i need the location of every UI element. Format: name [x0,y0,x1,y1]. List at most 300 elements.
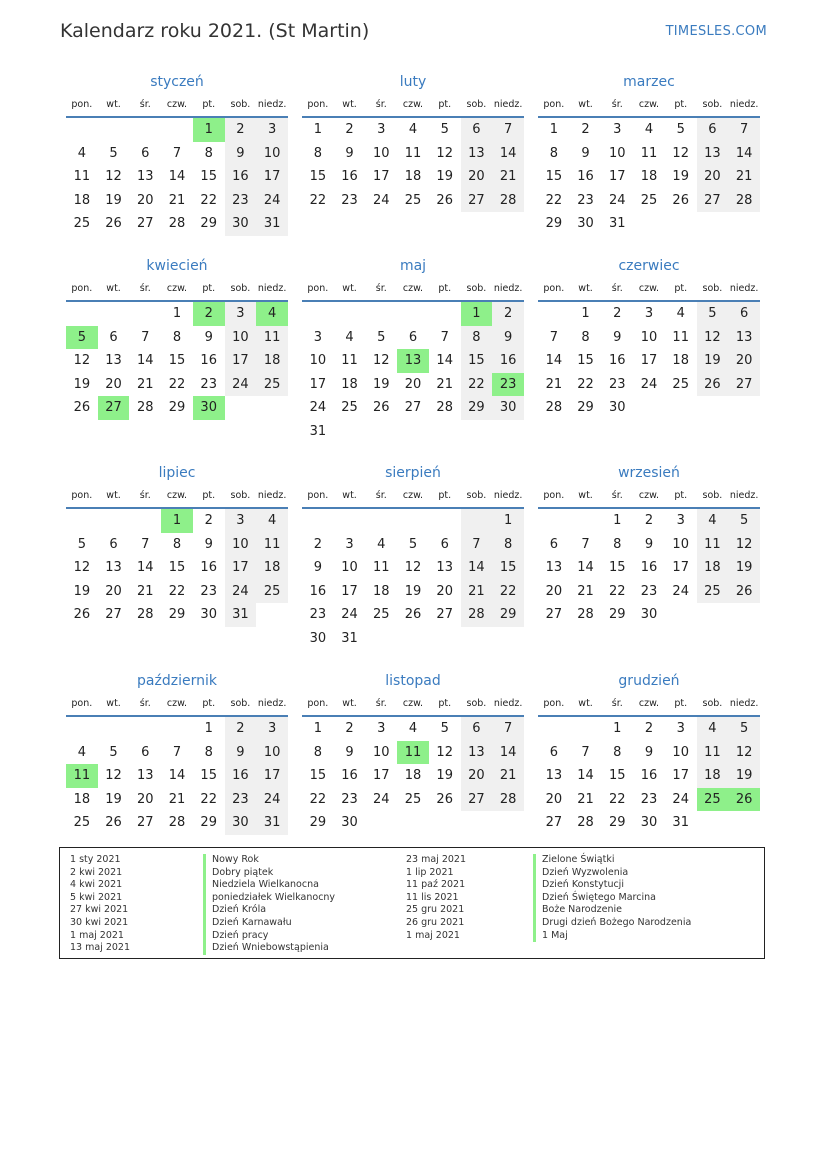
weekday-label: wt. [578,698,593,709]
day-cell: 17 [373,768,390,784]
day-cell: 18 [73,791,91,807]
empty-cell [397,811,429,835]
day-cell: 11 [66,764,98,788]
day-cell: 30 [200,607,217,623]
empty-cell [397,420,429,444]
weekday-label: sob. [230,99,251,110]
weekday-label: niedz. [729,698,759,709]
weekday-label: sob. [702,283,723,294]
day-cell: 15 [168,353,186,369]
day-cell: 4 [77,744,86,760]
day-cell: 20 [461,165,493,189]
day-cell: 26 [436,192,453,208]
weekday-label: pt. [202,698,216,709]
day-cell: 1 [613,513,622,528]
day-cell: 14 [545,353,563,369]
empty-cell [98,302,130,326]
holiday-name: Dzień Karnawału [203,917,335,930]
day-cell: 29 [168,400,186,416]
weekday-label: czw. [166,99,188,110]
day-cell: 16 [225,764,257,788]
empty-cell [161,118,193,142]
weekday-header [302,485,524,509]
day-cell: 10 [256,741,288,765]
weekday-label: pt. [438,283,452,294]
day-cell: 16 [341,768,358,784]
weekday-label: pt. [674,490,688,501]
day-cell: 27 [137,216,154,232]
day-cell: 29 [200,216,217,232]
day-cell: 6 [461,717,493,741]
day-cell: 27 [404,400,422,416]
weekday-label: śr. [139,698,151,709]
day-cell: 28 [436,400,453,416]
empty-cell [365,627,397,651]
day-cell: 19 [404,583,422,599]
weekday-label: niedz. [729,99,759,110]
day-cell: 31 [225,603,257,627]
day-cell: 29 [577,400,594,416]
day-cell: 15 [461,349,493,373]
day-cell: 12 [105,169,122,185]
holiday-date: 26 gru 2021 [406,916,465,928]
empty-cell [697,811,729,835]
day-cell: 15 [492,556,524,580]
day-cell: 9 [313,560,322,576]
empty-cell [334,420,366,444]
day-cell: 12 [436,145,453,161]
day-cell: 5 [77,536,86,552]
empty-cell [492,627,524,651]
month-name: kwiecień [146,258,208,274]
holiday-name: Zielone Świątki [533,854,691,867]
day-cell: 22 [309,791,327,807]
day-cell: 4 [697,717,729,741]
empty-cell [461,509,493,533]
weekday-header [302,278,524,302]
month-calendar [66,461,288,669]
holiday-name: 1 Maj [533,930,691,943]
day-cell: 28 [577,815,594,831]
day-cell: 11 [672,329,689,345]
day-cell: 30 [341,815,358,831]
day-cell: 20 [697,165,729,189]
day-cell: 11 [697,533,729,557]
holiday-date: 5 kwi 2021 [70,891,123,903]
day-cell: 13 [137,169,154,185]
day-cell: 5 [109,744,118,760]
day-cell: 3 [676,721,685,736]
months-grid [66,70,760,831]
month-name: sierpień [385,465,441,481]
empty-cell [365,509,397,533]
weekday-header [302,693,524,717]
empty-cell [570,717,602,741]
day-cell: 7 [549,329,558,345]
day-cell: 6 [109,329,118,345]
weekday-label: pon. [307,490,329,501]
weekday-label: pon. [307,99,329,110]
day-cell: 17 [309,376,327,392]
holiday-names-left [203,854,335,955]
day-cell: 2 [345,721,354,736]
weekday-label: czw. [638,698,660,709]
weekday-label: sob. [466,490,487,501]
day-cell: 12 [436,744,453,760]
empty-cell [665,396,697,420]
weekday-label: pt. [202,283,216,294]
day-cell: 25 [672,376,689,392]
day-cell: 27 [137,815,154,831]
day-grid [66,509,288,627]
day-cell: 8 [172,329,182,345]
day-cell: 20 [105,583,122,599]
holiday-date: 1 maj 2021 [70,929,124,941]
day-cell: 27 [461,788,493,812]
day-cell: 16 [309,583,327,599]
day-cell: 1 [613,721,622,736]
empty-cell [429,509,461,533]
weekday-label: wt. [342,99,357,110]
weekday-header [538,278,760,302]
day-cell: 11 [697,741,729,765]
day-cell: 23 [492,373,524,397]
day-cell: 17 [373,169,390,185]
day-cell: 11 [373,560,390,576]
day-cell: 2 [345,122,354,137]
day-cell: 9 [581,145,590,161]
day-cell: 17 [225,349,257,373]
day-cell: 9 [644,744,654,760]
day-cell: 23 [341,791,358,807]
day-cell: 3 [613,122,622,137]
weekday-label: wt. [106,698,121,709]
empty-cell [429,302,461,326]
day-cell: 5 [66,326,98,350]
day-cell: 24 [225,580,257,604]
day-cell: 14 [492,142,524,166]
day-cell: 3 [377,122,386,137]
weekday-header [538,693,760,717]
day-cell: 7 [492,118,524,142]
day-cell: 8 [581,329,590,345]
day-cell: 19 [373,376,390,392]
empty-cell [633,396,665,420]
weekday-label: czw. [638,490,660,501]
day-cell: 1 [172,306,182,321]
day-cell: 12 [105,768,122,784]
weekday-label: sob. [702,698,723,709]
day-cell: 15 [609,768,626,784]
weekday-label: wt. [578,283,593,294]
weekday-label: niedz. [257,283,287,294]
weekday-label: pt. [438,490,452,501]
day-cell: 13 [697,142,729,166]
day-cell: 19 [436,169,453,185]
day-cell: 26 [373,400,390,416]
weekday-label: pon. [543,698,565,709]
day-cell: 30 [640,815,658,831]
day-cell: 27 [545,607,563,623]
day-cell: 18 [73,192,91,208]
weekday-header [302,94,524,118]
day-cell: 27 [98,396,130,420]
day-cell: 19 [728,556,760,580]
day-cell: 22 [461,373,493,397]
empty-cell [492,420,524,444]
empty-cell [461,811,493,835]
day-cell: 29 [609,607,626,623]
day-cell: 5 [728,509,760,533]
empty-cell [256,603,288,627]
day-cell: 2 [492,302,524,326]
day-cell: 14 [492,741,524,765]
day-cell: 6 [697,118,729,142]
day-cell: 19 [728,764,760,788]
day-cell: 5 [697,302,729,326]
empty-cell [66,509,98,533]
day-cell: 16 [609,353,626,369]
day-cell: 28 [492,189,524,213]
day-cell: 28 [577,607,594,623]
day-cell: 2 [613,306,622,321]
empty-cell [538,717,570,741]
day-cell: 6 [109,536,118,552]
day-grid [538,302,760,420]
day-cell: 30 [577,216,594,232]
weekday-label: śr. [611,283,623,294]
day-cell: 21 [545,376,563,392]
empty-cell [397,509,429,533]
day-grid [538,509,760,627]
day-cell: 21 [168,192,186,208]
day-cell: 5 [377,329,386,345]
empty-cell [665,603,697,627]
month-name: październik [137,673,217,689]
empty-cell [225,396,257,420]
day-cell: 28 [137,400,154,416]
weekday-label: pt. [202,99,216,110]
day-cell: 12 [404,560,422,576]
day-cell: 4 [408,721,418,736]
day-cell: 18 [672,353,689,369]
empty-cell [334,302,366,326]
day-cell: 30 [640,607,658,623]
day-cell: 31 [341,630,358,646]
day-cell: 26 [73,400,91,416]
weekday-label: wt. [578,490,593,501]
empty-cell [334,509,366,533]
day-cell: 25 [256,373,288,397]
day-cell: 4 [256,302,288,326]
empty-cell [728,212,760,236]
day-cell: 23 [200,376,217,392]
brand-link[interactable]: TIMESLES.COM [665,24,767,39]
day-cell: 20 [728,349,760,373]
weekday-label: niedz. [257,99,287,110]
holiday-date: 1 sty 2021 [70,854,121,865]
weekday-label: wt. [342,490,357,501]
weekday-label: pon. [71,99,93,110]
day-cell: 10 [341,560,358,576]
holiday-list [59,847,765,959]
day-cell: 10 [672,744,689,760]
day-cell: 16 [200,560,217,576]
day-cell: 31 [256,811,288,835]
day-cell: 2 [225,118,257,142]
day-cell: 28 [492,788,524,812]
holiday-date: 11 lis 2021 [406,891,459,903]
day-cell: 7 [172,145,182,161]
day-cell: 12 [373,353,390,369]
day-cell: 18 [373,583,390,599]
empty-cell [538,302,570,326]
day-cell: 26 [728,580,760,604]
day-cell: 14 [137,560,154,576]
month-name: styczeń [150,74,204,90]
day-grid [66,717,288,835]
day-cell: 8 [204,744,213,760]
weekday-label: wt. [106,490,121,501]
day-cell: 13 [397,349,429,373]
day-cell: 28 [461,603,493,627]
day-cell: 14 [577,560,594,576]
day-cell: 8 [204,145,213,161]
weekday-label: niedz. [729,283,759,294]
weekday-header [538,94,760,118]
holiday-name: Dzień Konstytucji [533,879,691,892]
day-cell: 22 [200,791,217,807]
day-cell: 18 [341,376,358,392]
empty-cell [538,509,570,533]
holiday-date: 13 maj 2021 [70,942,131,954]
weekday-label: pt. [674,283,688,294]
weekday-label: sob. [230,283,251,294]
day-cell: 2 [204,513,213,528]
weekday-label: pon. [71,698,93,709]
day-cell: 17 [256,764,288,788]
weekday-label: pt. [674,99,688,110]
day-cell: 18 [404,768,422,784]
day-cell: 6 [408,329,418,345]
empty-cell [697,212,729,236]
day-cell: 28 [137,607,154,623]
weekday-header [66,94,288,118]
weekday-label: śr. [611,698,623,709]
weekday-label: czw. [638,99,660,110]
holiday-date: 11 paź 2021 [406,879,466,891]
day-cell: 19 [697,349,729,373]
day-cell: 24 [256,189,288,213]
day-cell: 14 [168,768,186,784]
day-cell: 15 [200,169,217,185]
day-cell: 11 [256,533,288,557]
day-cell: 21 [137,376,154,392]
holiday-name: Dzień Wniebowstąpienia [203,942,335,955]
day-cell: 22 [309,192,327,208]
day-cell: 29 [609,815,626,831]
weekday-label: wt. [342,283,357,294]
day-cell: 4 [408,122,418,137]
day-cell: 16 [341,169,358,185]
day-cell: 24 [640,376,658,392]
weekday-label: czw. [166,698,188,709]
weekday-label: pon. [543,490,565,501]
day-cell: 26 [697,373,729,397]
day-cell: 6 [549,744,558,760]
day-cell: 19 [105,791,122,807]
empty-cell [98,509,130,533]
weekday-label: pon. [543,99,565,110]
day-cell: 10 [256,142,288,166]
day-cell: 3 [377,721,386,736]
month-name: marzec [623,74,675,90]
day-cell: 24 [225,373,257,397]
day-cell: 12 [73,353,91,369]
empty-cell [365,420,397,444]
holiday-dates-right [406,854,466,942]
day-cell: 7 [461,533,493,557]
holiday-name: Niedziela Wielkanocna [203,879,335,892]
day-cell: 1 [461,302,493,326]
weekday-label: śr. [375,283,387,294]
day-cell: 8 [313,744,322,760]
day-cell: 16 [640,768,658,784]
holiday-name: Dzień pracy [203,930,335,943]
day-cell: 25 [404,192,422,208]
day-cell: 31 [672,815,689,831]
day-cell: 5 [728,717,760,741]
day-cell: 13 [105,353,122,369]
day-cell: 18 [404,169,422,185]
day-cell: 15 [609,560,626,576]
day-cell: 8 [492,533,524,557]
weekday-label: czw. [166,283,188,294]
day-cell: 24 [672,583,689,599]
day-cell: 9 [225,142,257,166]
holiday-name: poniedziałek Wielkanocny [203,892,335,905]
month-name: luty [399,74,427,90]
weekday-label: pon. [307,698,329,709]
day-cell: 17 [640,353,658,369]
day-cell: 8 [172,536,182,552]
day-cell: 23 [309,607,327,623]
day-cell: 30 [309,630,327,646]
empty-cell [129,717,161,741]
day-cell: 17 [256,165,288,189]
day-cell: 9 [613,329,622,345]
day-cell: 20 [461,764,493,788]
weekday-header [538,485,760,509]
holiday-date: 23 maj 2021 [406,854,467,865]
empty-cell [129,509,161,533]
day-cell: 16 [492,349,524,373]
day-cell: 19 [672,169,689,185]
day-cell: 12 [728,533,760,557]
empty-cell [365,811,397,835]
day-cell: 19 [436,768,453,784]
weekday-label: wt. [106,99,121,110]
day-cell: 10 [672,536,689,552]
day-cell: 25 [697,580,729,604]
day-cell: 21 [492,764,524,788]
day-cell: 16 [640,560,658,576]
empty-cell [429,420,461,444]
day-cell: 9 [644,536,654,552]
weekday-label: wt. [578,99,593,110]
empty-cell [728,811,760,835]
day-cell: 4 [77,145,86,161]
